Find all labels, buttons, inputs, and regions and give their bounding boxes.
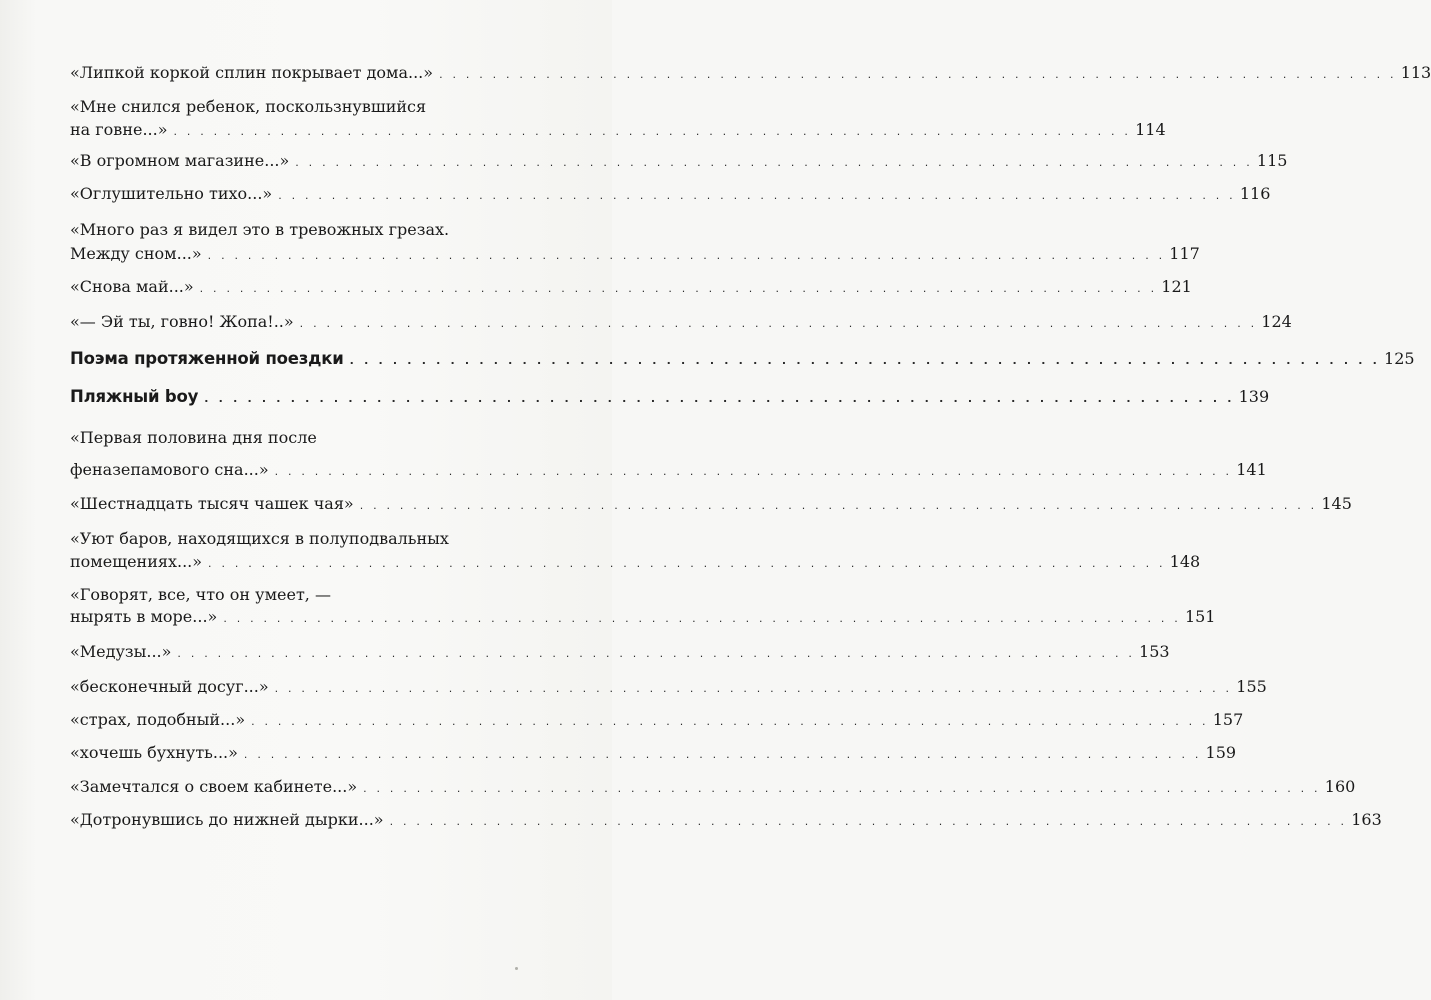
toc-line-with-page: [70, 458, 1267, 482]
toc-line: [70, 95, 569, 119]
toc-line-with-page: [70, 118, 1166, 142]
toc-line-with-page: [70, 708, 1244, 732]
entry-title: на говне...»: [70, 120, 168, 139]
dot-leader: . . . . . . . . . . . . . . . . . . . . . . . . . . . . . . . . . . . . . . . . . . . . . . . . . . . . . . . . . . . . . . . . . . . . . . . .: [349, 354, 1381, 367]
page-number: 117: [1169, 244, 1200, 263]
dot-leader: . . . . . . . . . . . . . . . . . . . . . . . . . . . . . . . . . . . . . . . . . . . . . . . . . . . . . . . . . . . . . . . . . . . . . . . .: [299, 317, 1258, 330]
toc-line-with-page: [70, 385, 1270, 409]
entry-title: «страх, подобный...»: [70, 710, 246, 729]
entry-title: «Много раз я видел это в тревожных грезах.: [70, 220, 450, 239]
paper-speck: [515, 967, 518, 970]
toc-line-with-page: [70, 310, 1292, 334]
entry-title: «Снова май...»: [70, 277, 194, 296]
page-number: 155: [1236, 677, 1267, 696]
page-number: 163: [1351, 810, 1382, 829]
dot-leader: . . . . . . . . . . . . . . . . . . . . . . . . . . . . . . . . . . . . . . . . . . . . . . . . . . . . . . . . . . . . . . . . . . . . . . . .: [295, 156, 1253, 169]
toc-line-with-page: [70, 605, 1216, 629]
section-title: Поэма протяженной поездки: [70, 349, 344, 368]
toc-line-with-page: [70, 741, 1237, 765]
dot-leader: . . . . . . . . . . . . . . . . . . . . . . . . . . . . . . . . . . . . . . . . . . . . . . . . . . . . . . . . . . . . . . . . . . . . . . . .: [223, 612, 1181, 625]
page-number: 159: [1205, 743, 1237, 762]
entry-title: Между сном...»: [70, 244, 202, 263]
entry-title: «Говорят, все, что он умеет, —: [70, 585, 331, 604]
page-number: 153: [1139, 642, 1170, 661]
entry-title: «Оглушительно тихо...»: [70, 184, 273, 203]
page-number: 160: [1324, 777, 1356, 796]
toc-line-with-page: [70, 640, 1170, 664]
entry-title: «Шестнадцать тысяч чашек чая»: [70, 494, 354, 513]
dot-leader: . . . . . . . . . . . . . . . . . . . . . . . . . . . . . . . . . . . . . . . . . . . . . . . . . . . . . . . . . . . . . . . . . . . . . . . .: [173, 125, 1132, 138]
section-title: Пляжный boy: [70, 387, 199, 406]
toc-line-with-page: [70, 550, 1201, 574]
entry-title: помещениях...»: [70, 552, 203, 571]
page-number: 157: [1212, 710, 1244, 729]
dot-leader: . . . . . . . . . . . . . . . . . . . . . . . . . . . . . . . . . . . . . . . . . . . . . . . . . . . . . . . . . . . . . . . . . . . . . . . .: [274, 682, 1233, 695]
toc-line: [70, 527, 569, 551]
entry-title: «Мне снился ребенок, поскользнувшийся: [70, 97, 427, 116]
dot-leader: . . . . . . . . . . . . . . . . . . . . . . . . . . . . . . . . . . . . . . . . . . . . . . . . . . . . . . . . . . . . . . . . . . . . . . . .: [359, 499, 1318, 512]
page-number: 124: [1261, 312, 1292, 331]
page-number: 141: [1236, 460, 1267, 479]
entry-title: «Липкой коркой сплин покрывает дома...»: [70, 63, 434, 82]
toc-line-with-page: [70, 675, 1267, 699]
dot-leader: . . . . . . . . . . . . . . . . . . . . . . . . . . . . . . . . . . . . . . . . . . . . . . . . . . . . . . . . . . . . . . . . . . . . . . . .: [363, 782, 1321, 795]
entry-title: «В огромном магазине...»: [70, 151, 290, 170]
page-number: 113: [1400, 63, 1431, 82]
toc-line-with-page: [70, 275, 1192, 299]
toc-line-with-page: [70, 808, 1382, 832]
page-number: 115: [1256, 151, 1288, 170]
toc-line-with-page: [70, 347, 1415, 371]
entry-title: «Дотронувшись до нижней дырки...»: [70, 810, 384, 829]
dot-leader: . . . . . . . . . . . . . . . . . . . . . . . . . . . . . . . . . . . . . . . . . . . . . . . . . . . . . . . . . . . . . . . . . . . . . . . .: [199, 282, 1158, 295]
entry-title: «— Эй ты, говно! Жопа!..»: [70, 312, 294, 331]
dot-leader: . . . . . . . . . . . . . . . . . . . . . . . . . . . . . . . . . . . . . . . . . . . . . . . . . . . . . . . . . . . . . . . . . . . . . . . .: [208, 557, 1166, 570]
dot-leader: . . . . . . . . . . . . . . . . . . . . . . . . . . . . . . . . . . . . . . . . . . . . . . . . . . . . . . . . . . . . . . . . . . . . . . . .: [439, 68, 1397, 81]
dot-leader: . . . . . . . . . . . . . . . . . . . . . . . . . . . . . . . . . . . . . . . . . . . . . . . . . . . . . . . . . . . . . . . . . . . . . . . .: [251, 715, 1209, 728]
dot-leader: . . . . . . . . . . . . . . . . . . . . . . . . . . . . . . . . . . . . . . . . . . . . . . . . . . . . . . . . . . . . . . . . . . . . . . . .: [278, 189, 1236, 202]
toc-line-with-page: [70, 182, 1271, 206]
dot-leader: . . . . . . . . . . . . . . . . . . . . . . . . . . . . . . . . . . . . . . . . . . . . . . . . . . . . . . . . . . . . . . . . . . . . . . . .: [389, 815, 1348, 828]
page-number: 125: [1384, 349, 1415, 368]
toc-line-with-page: [70, 61, 1431, 85]
toc-line: [70, 583, 569, 607]
entry-title: «Уют баров, находящихся в полуподвальных: [70, 529, 449, 548]
toc-line-with-page: [70, 492, 1352, 516]
dot-leader: . . . . . . . . . . . . . . . . . . . . . . . . . . . . . . . . . . . . . . . . . . . . . . . . . . . . . . . . . . . . . . . . . . . . . . . .: [274, 465, 1233, 478]
entry-title: «хочешь бухнуть...»: [70, 743, 238, 762]
entry-title: «бесконечный досуг...»: [70, 677, 269, 696]
page-number: 121: [1161, 277, 1192, 296]
toc-line-with-page: [70, 149, 1288, 173]
entry-title: феназепамового сна...»: [70, 460, 269, 479]
page-number: 145: [1321, 494, 1352, 513]
toc-line-with-page: [70, 775, 1356, 799]
page-number: 148: [1169, 552, 1201, 571]
dot-leader: . . . . . . . . . . . . . . . . . . . . . . . . . . . . . . . . . . . . . . . . . . . . . . . . . . . . . . . . . . . . . . . . . . . . . . . .: [177, 647, 1136, 660]
dot-leader: . . . . . . . . . . . . . . . . . . . . . . . . . . . . . . . . . . . . . . . . . . . . . . . . . . . . . . . . . . . . . . . . . . . . . . . .: [204, 392, 1235, 405]
toc-line-with-page: [70, 242, 1200, 266]
entry-title: нырять в море...»: [70, 607, 218, 626]
toc-line: [70, 218, 569, 242]
entry-title: «Первая половина дня после: [70, 428, 317, 447]
page-number: 139: [1238, 387, 1270, 406]
page-number: 116: [1239, 184, 1271, 203]
page-number: 151: [1184, 607, 1216, 626]
toc-line: [70, 426, 569, 450]
dot-leader: . . . . . . . . . . . . . . . . . . . . . . . . . . . . . . . . . . . . . . . . . . . . . . . . . . . . . . . . . . . . . . . . . . . . . . . .: [243, 748, 1202, 761]
page-number: 114: [1135, 120, 1166, 139]
entry-title: «Медузы...»: [70, 642, 172, 661]
entry-title: «Замечтался о своем кабинете...»: [70, 777, 358, 796]
dot-leader: . . . . . . . . . . . . . . . . . . . . . . . . . . . . . . . . . . . . . . . . . . . . . . . . . . . . . . . . . . . . . . . . . . . . . . . .: [207, 249, 1166, 262]
